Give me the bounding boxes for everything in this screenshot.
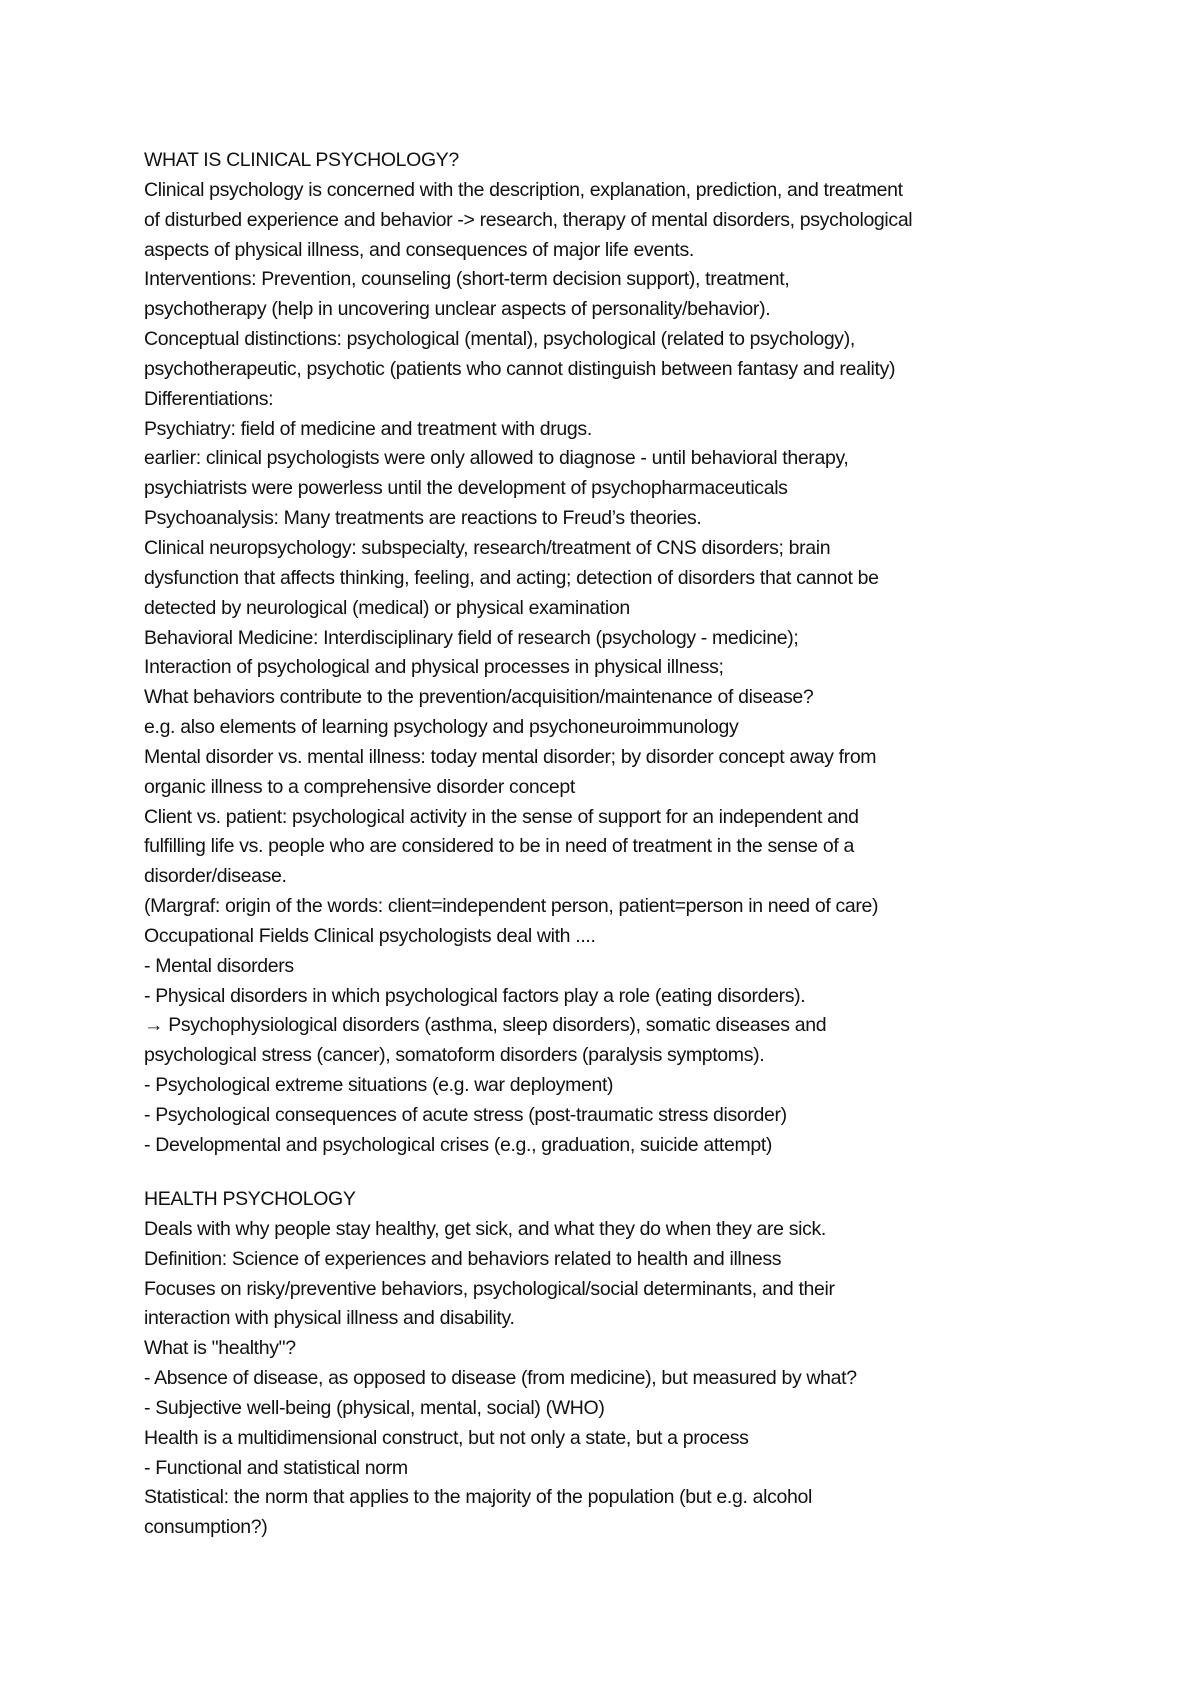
text-line: psychotherapy (help in uncovering unclear aspects of personality/behavior). <box>144 298 771 321</box>
text-line: Behavioral Medicine: Interdisciplinary field of research (psychology - medicine); <box>144 626 799 649</box>
text-line: - Subjective well-being (physical, mental, social) (WHO) <box>144 1396 605 1419</box>
text-line: consumption?) <box>144 1516 268 1539</box>
text-line: (Margraf: origin of the words: client=independent person, patient=person in need of care) <box>144 895 879 918</box>
text-line: Deals with why people stay healthy, get sick, and what they do when they are sick. <box>144 1217 826 1240</box>
section-heading: HEALTH PSYCHOLOGY <box>144 1188 356 1210</box>
text-line: Mental disorder vs. mental illness: today mental disorder; by disorder concept away from <box>144 745 877 768</box>
text-line: - Functional and statistical norm <box>144 1456 408 1479</box>
text-line: psychiatrists were powerless until the development of psychopharmaceuticals <box>144 477 788 500</box>
text-line: psychological stress (cancer), somatoform disorders (paralysis symptoms). <box>144 1044 765 1067</box>
text-line: - Psychological consequences of acute stress (post-traumatic stress disorder) <box>144 1104 787 1126</box>
text-line: organic illness to a comprehensive disorder concept <box>144 775 575 798</box>
text-line: fulfilling life vs. people who are considered to be in need of treatment in the sense of a <box>144 835 854 858</box>
text-line: Conceptual distinctions: psychological (mental), psychological (related to psychology), <box>144 328 855 351</box>
section-health-psychology <box>144 1185 1104 1543</box>
text-line: Differentiations: <box>144 387 274 410</box>
text-line: Occupational Fields Clinical psychologists deal with .... <box>144 924 596 947</box>
text-line: - Mental disorders <box>144 954 294 977</box>
text-line: Statistical: the norm that applies to the majority of the population (but e.g. alcohol <box>144 1486 812 1509</box>
text-line: What is "healthy"? <box>144 1337 296 1360</box>
text-line: - Developmental and psychological crises (e.g., graduation, suicide attempt) <box>144 1133 773 1156</box>
text-line: aspects of physical illness, and consequences of major life events. <box>144 238 694 261</box>
text-line: Interventions: Prevention, counseling (short-term decision support), treatment, <box>144 268 790 291</box>
text-line: Focuses on risky/preventive behaviors, psychological/social determinants, and their <box>144 1277 835 1300</box>
text-line: detected by neurological (medical) or physical examination <box>144 596 630 619</box>
text-line: interaction with physical illness and disability. <box>144 1307 515 1330</box>
text-line: - Psychological extreme situations (e.g. war deployment) <box>144 1074 614 1097</box>
text-line: psychotherapeutic, psychotic (patients who cannot distinguish between fantasy and reality) <box>144 357 896 380</box>
text-line: earlier: clinical psychologists were only allowed to diagnose - until behavioral therapy, <box>144 447 849 470</box>
text-line: What behaviors contribute to the prevention/acquisition/maintenance of disease? <box>144 686 814 709</box>
text-line: Client vs. patient: psychological activity in the sense of support for an independent and <box>144 805 859 828</box>
section-heading: WHAT IS CLINICAL PSYCHOLOGY? <box>144 149 459 171</box>
text-line: Clinical psychology is concerned with the description, explanation, prediction, and treatment <box>144 178 903 201</box>
text-line: disorder/disease. <box>144 865 287 888</box>
text-line: - Absence of disease, as opposed to disease (from medicine), but measured by what? <box>144 1367 857 1390</box>
text-line: Clinical neuropsychology: subspecialty, research/treatment of CNS disorders; brain <box>144 536 831 559</box>
text-line: Psychiatry: field of medicine and treatment with drugs. <box>144 417 592 440</box>
text-line: Interaction of psychological and physical processes in physical illness; <box>144 656 724 679</box>
text-line: Health is a multidimensional construct, but not only a state, but a process <box>144 1426 749 1449</box>
text-line: Psychoanalysis: Many treatments are reactions to Freud’s theories. <box>144 507 702 530</box>
text-line: e.g. also elements of learning psychology and psychoneuroimmunology <box>144 716 739 739</box>
text-line: Definition: Science of experiences and behaviors related to health and illness <box>144 1247 782 1270</box>
text-line: - Physical disorders in which psychological factors play a role (eating disorders). <box>144 984 806 1007</box>
text-line: of disturbed experience and behavior -> research, therapy of mental disorders, psychological <box>144 208 913 231</box>
text-line: dysfunction that affects thinking, feeling, and acting; detection of disorders that cannot be <box>144 566 879 589</box>
text-line: → Psychophysiological disorders (asthma, sleep disorders), somatic diseases and <box>144 1014 827 1037</box>
section-clinical-psychology <box>144 146 1104 1161</box>
